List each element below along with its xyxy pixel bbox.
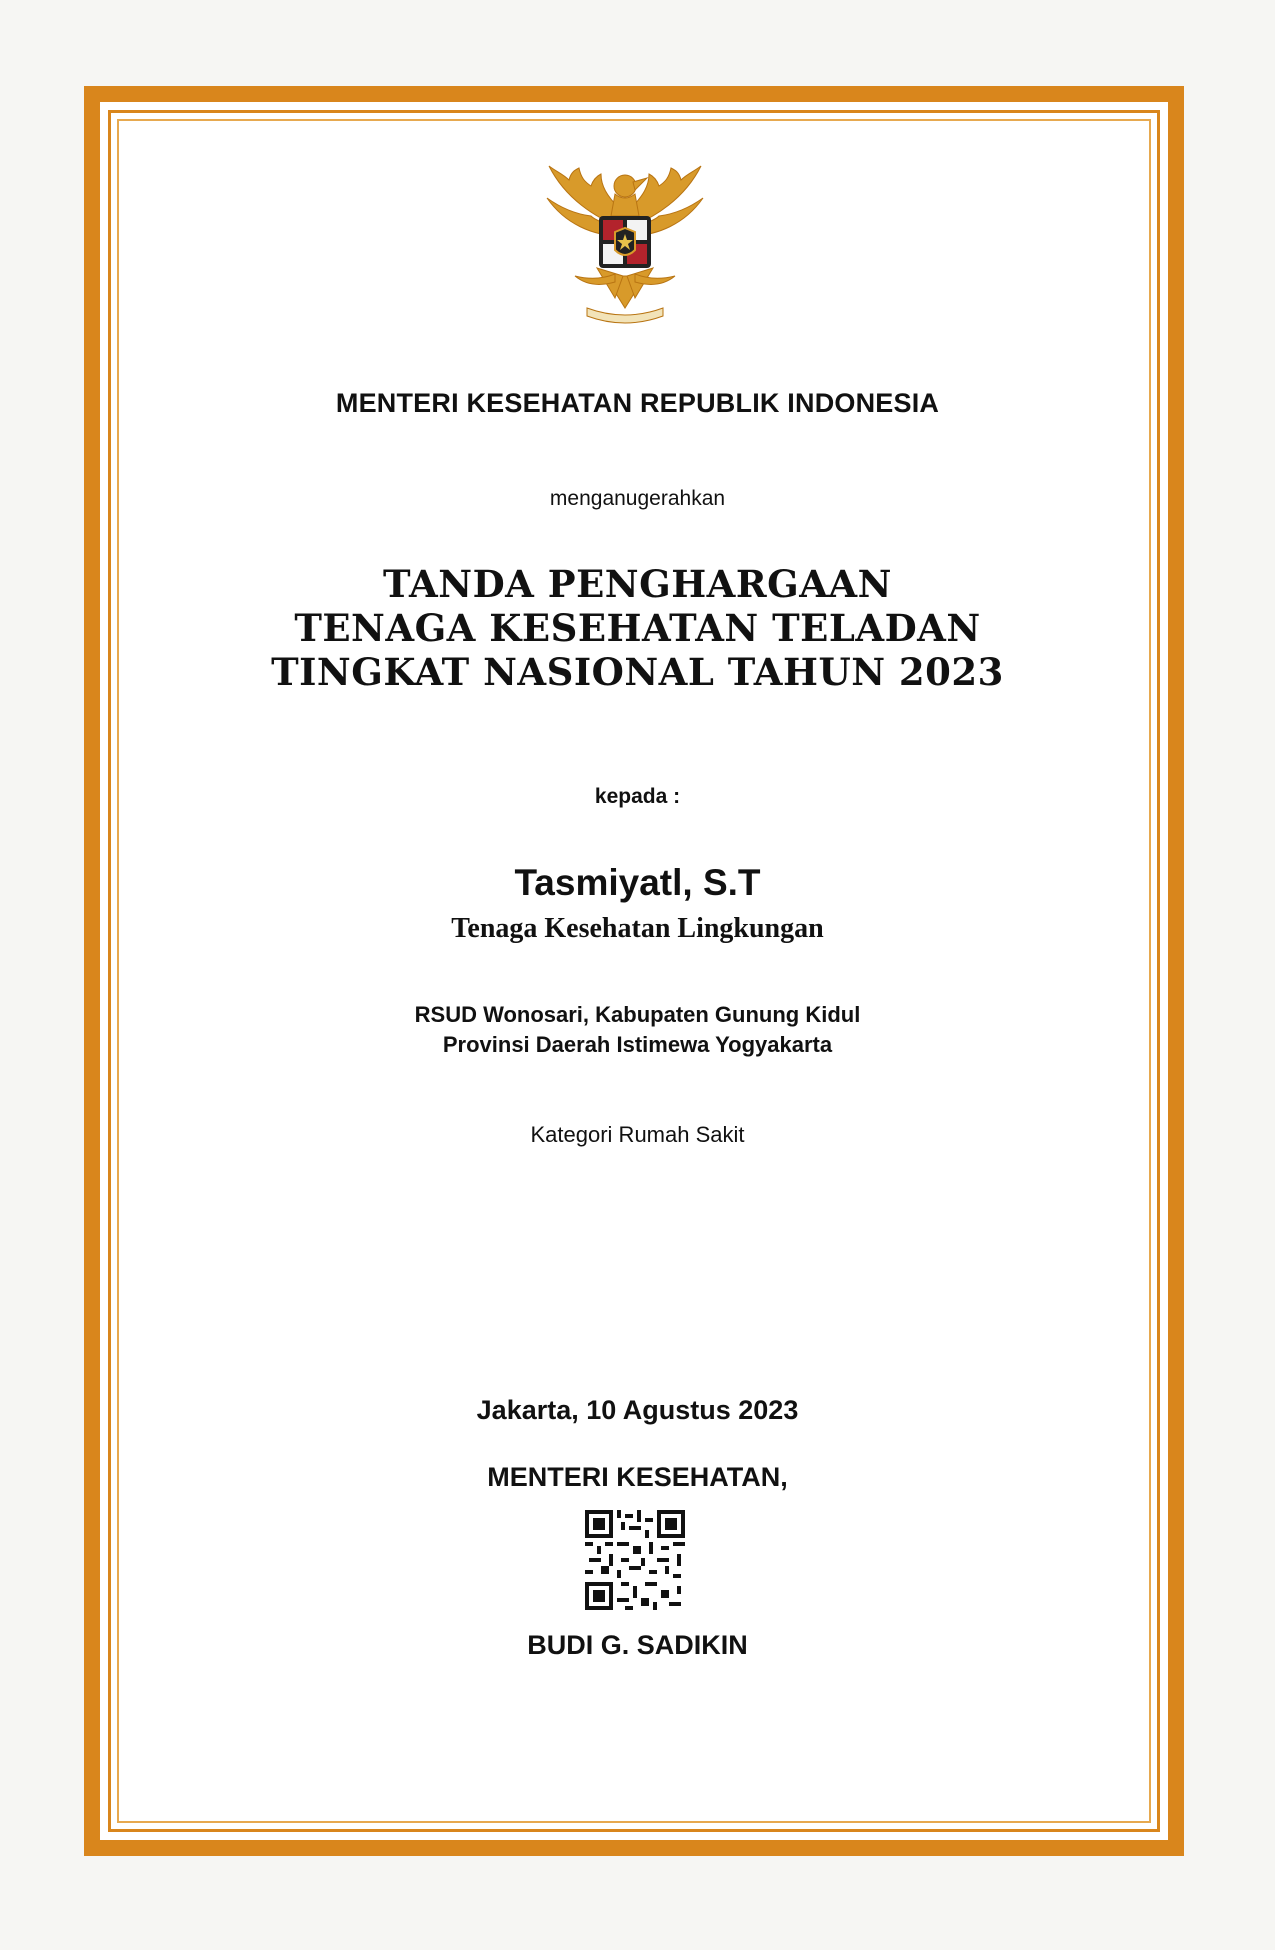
recipient-institution <box>0 1000 1275 1060</box>
award-title-line-1: TANDA PENGHARGAAN <box>383 562 892 606</box>
place-date: Jakarta, 10 Agustus 2023 <box>476 1395 799 1425</box>
award-title <box>0 562 1275 694</box>
garuda-emblem-icon <box>535 158 715 334</box>
signatory-name: BUDI G. SADIKIN <box>527 1630 748 1660</box>
issuer-heading: MENTERI KESEHATAN REPUBLIK INDONESIA <box>335 388 940 418</box>
recipient-name: Tasmiyatl, S.T <box>514 862 761 903</box>
award-category: Kategori Rumah Sakit <box>530 1122 745 1147</box>
to-label: kepada : <box>594 785 681 808</box>
recipient-profession: Tenaga Kesehatan Lingkungan <box>451 913 824 944</box>
institution-line-2: Provinsi Daerah Istimewa Yogyakarta <box>442 1032 833 1057</box>
minister-title: MENTERI KESEHATAN, <box>487 1462 788 1492</box>
qr-code-signature <box>585 1510 685 1610</box>
award-title-line-2: TENAGA KESEHATAN TELADAN <box>294 606 981 650</box>
institution-line-1: RSUD Wonosari, Kabupaten Gunung Kidul <box>414 1002 861 1027</box>
award-verb: menganugerahkan <box>549 487 726 510</box>
award-title-line-3: TINGKAT NASIONAL TAHUN 2023 <box>271 650 1004 694</box>
